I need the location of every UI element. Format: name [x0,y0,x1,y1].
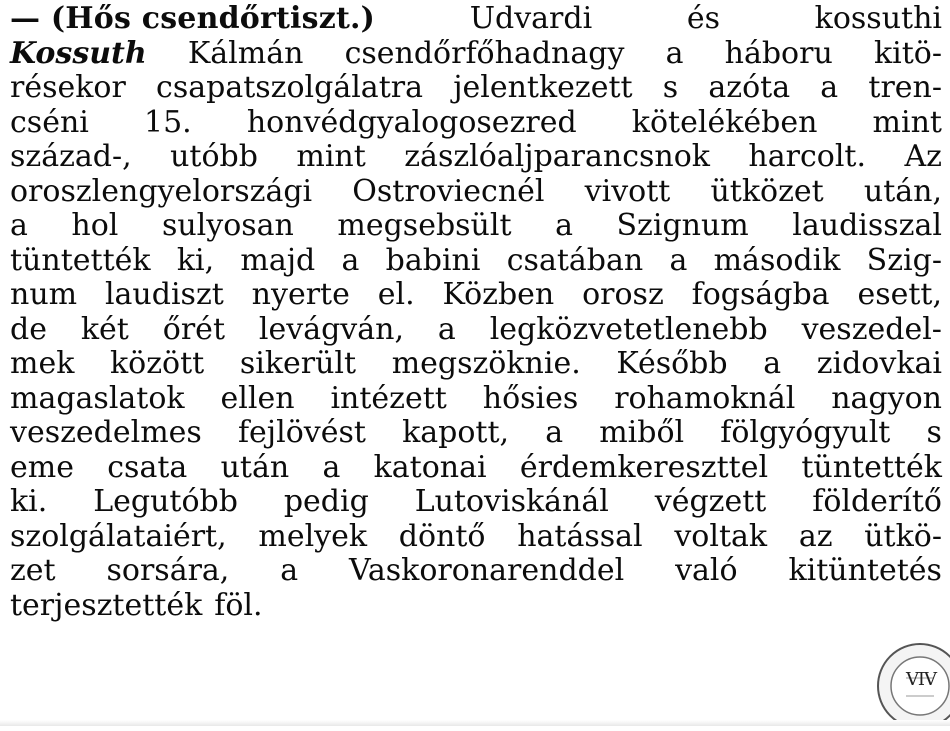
article-line [10,140,942,175]
article-word: kapott, [402,415,510,450]
article-word: mint [296,139,366,174]
article-word: fogságba [691,277,830,312]
article-word: melyek [258,518,368,554]
article-word: a [437,311,456,347]
article-word: terjesztették [10,587,203,623]
article-word: kötelékében [631,104,818,140]
article-word: csatában [506,242,644,278]
article-heading: — (Hős csendőrtiszt.) [10,1,376,36]
article-word: Később [616,346,728,381]
article-word: 15. [144,104,192,140]
article-line [10,313,942,348]
article-word: legközvetetlenebb [489,311,768,347]
article-line [10,382,942,417]
article-word: ki. [10,484,48,519]
article-word: végzett [654,484,767,519]
article-word: zet [10,553,56,588]
article-word: ütközet [710,173,824,209]
article-word: Udvardi [469,1,593,36]
article-word: harcolt. [748,139,867,174]
article-word: honvédgyalogosezred [246,104,577,140]
article-word: babini [385,242,481,278]
article-word: résekor [10,70,126,105]
article-word: katonai [373,449,487,485]
article-word: nyerte [251,277,350,312]
article-line [10,347,942,382]
article-word: Közben [442,277,555,312]
article-word: tren- [868,70,942,105]
article-word: az [798,518,833,554]
article-word: mek [10,346,75,381]
article-word: fölgyógyult [720,415,891,450]
article-word: Ostroviecnél [352,173,545,209]
article-line [10,554,942,589]
article-line [10,244,942,279]
article-word: csata [107,449,188,485]
article-word: majd [240,242,316,278]
article-word: el. [377,277,415,312]
article-word: Szignum [616,208,749,243]
article-line [10,209,942,244]
article-line [10,71,942,106]
article-word: század-, [10,139,132,174]
article-word: a [545,415,564,450]
article-word: veszedel- [801,311,942,347]
article-line [10,589,942,624]
article-word: megsebsült [337,208,512,243]
article-line [10,520,942,555]
article-word: a [763,346,782,381]
article-word: voltak [674,518,768,554]
article-word: laudiszt [104,277,224,312]
article-word: num [10,277,78,312]
article-word: laudisszal [792,208,942,243]
article-word: megszöknie. [391,346,581,381]
article-word: a [10,208,28,243]
archive-stamp [866,632,950,726]
article-word: csendőrfőhadnagy [344,35,625,71]
article-word: kitö- [873,35,942,71]
article-word: érdemkereszttel [519,449,769,485]
article-word: két [80,311,129,347]
article-word: sikerült [239,346,357,381]
article-word: miből [599,415,685,450]
article-word: cséni [10,104,89,140]
article-word: levágván, [258,311,404,347]
page-edge [0,720,950,726]
article-word: s [662,70,679,105]
article-word: ellen [220,380,295,416]
article-word: a [341,242,360,278]
article-word: való [675,553,738,588]
article-word: jelentkezett [453,70,633,105]
article-word: orosz [582,277,664,312]
article-word: oroszlengyelországi [10,173,313,209]
article-word: Az [904,139,942,174]
article-word: s [926,415,942,450]
article-word: a [280,553,299,588]
article-word: föl. [214,587,263,623]
article-word: hatással [517,518,643,554]
article-word: csapatszolgálatra [156,70,423,105]
article-word: Lutoviskánál [414,484,609,519]
article-word: hősies [482,380,579,416]
article-line [10,175,942,210]
article-word: második [713,242,841,278]
article-word: Legutóbb [93,484,238,519]
article-word: a [555,208,573,243]
article-word: zászlóaljparancsnok [404,139,710,174]
article-word: utóbb [170,139,258,174]
article-word: de [10,311,47,347]
stamp-monogram: VIV [905,669,937,690]
article-word: sulyosan [161,208,294,243]
article-line [10,278,942,313]
article-word: a [665,35,684,71]
article-word: a [820,70,839,105]
article-word: Szig- [866,242,942,278]
article-word: a [322,449,341,485]
article-line [10,106,942,141]
article-word: zidovkai [816,346,942,381]
article-word: tüntették [10,242,151,278]
article-word: magaslatok [10,380,185,416]
article-word: döntő [398,518,486,554]
article-word: ki, [176,242,215,278]
article-word: tüntették [801,449,942,485]
article-line [10,416,942,451]
article-word: intézett [330,380,447,416]
article-word: háboru [724,35,833,71]
article-body [10,2,942,623]
article-word: veszedelmes [10,415,202,450]
article-word: szolgálataiért, [10,518,227,554]
article-word: ütkö- [864,518,942,554]
article-word: után, [863,173,942,209]
article-word: sorsára, [106,553,230,588]
article-word: esett, [857,277,942,312]
article-word: kossuthi [814,1,942,36]
article-line [10,451,942,486]
article-word: és [686,1,720,36]
article-word: pedig [283,484,369,519]
article-line [10,37,942,72]
article-word: őrét [162,311,225,347]
article-word: rohamoknál [614,380,796,416]
article-word: Vaskoronarenddel [348,553,625,588]
article-word: nagyon [831,380,942,416]
article-word: Kálmán [187,35,304,71]
article-word: vivott [584,173,671,209]
article-line [10,2,942,37]
article-word: után [220,449,290,485]
article-word: földerítő [812,484,942,519]
article-word: kitüntetés [788,553,942,588]
article-word: eme [10,449,74,485]
article-word: fejlövést [237,415,366,450]
article-word: hol [71,208,119,243]
article-word: mint [872,104,942,140]
article-word: között [110,346,205,381]
article-line [10,485,942,520]
article-word: Kossuth [10,35,147,71]
article-word: azóta [708,70,791,105]
article-word: a [669,242,688,278]
